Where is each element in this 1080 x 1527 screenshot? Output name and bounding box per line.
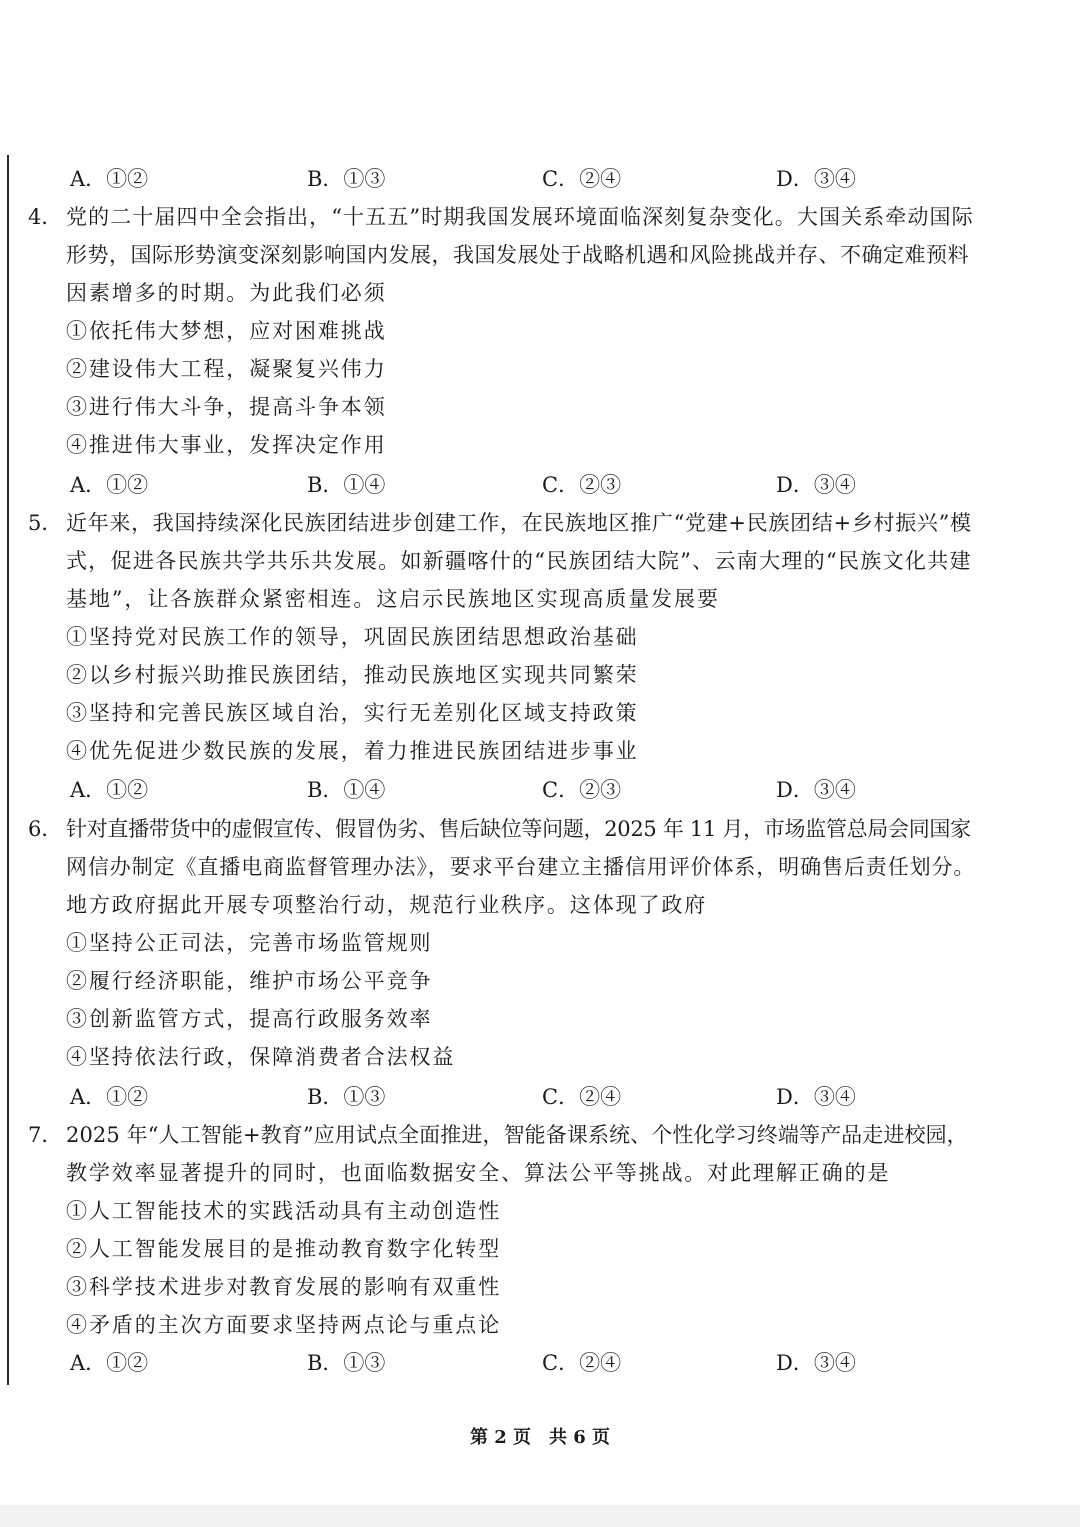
question-stem-line: 教学效率显著提升的同时，也面临数据安全、算法公平等挑战。对此理解正确的是 (66, 1161, 891, 1185)
statement-item: ①坚持党对民族工作的领导，巩固民族团结思想政治基础 (66, 625, 639, 649)
question-stem-line: 基地”，让各族群众紧密相连。这启示民族地区实现高质量发展要 (66, 587, 720, 611)
question-number: 5． (28, 511, 63, 535)
question-stem-line: 党的二十届四中全会指出，“十五五”时期我国发展环境面临深刻复杂变化。大国关系牵动国际 (66, 205, 974, 229)
option-c: C．②③ (542, 473, 622, 497)
binding-margin-line (7, 155, 9, 1385)
scan-edge-shade (0, 1505, 1080, 1527)
question-number: 7． (28, 1123, 63, 1147)
page-number-footer: 第 2 页 共 6 页 (469, 1427, 611, 1448)
statement-item: ④坚持依法行政，保障消费者合法权益 (66, 1045, 456, 1069)
question-number: 6． (28, 817, 63, 841)
q3-option-d: D．③④ (776, 167, 856, 191)
option-d: D．③④ (776, 473, 856, 497)
option-d: D．③④ (776, 1085, 856, 1109)
option-a: A．①② (70, 1351, 149, 1375)
statement-item: ①人工智能技术的实践活动具有主动创造性 (66, 1199, 502, 1223)
option-a: A．①② (70, 1085, 149, 1109)
option-a: A．①② (70, 778, 149, 802)
option-c: C．②③ (542, 778, 622, 802)
question-stem-line: 地方政府据此开展专项整治行动，规范行业秩序。这体现了政府 (66, 893, 708, 917)
option-b: B．①③ (307, 1085, 386, 1109)
question-stem-line: 2025 年“人工智能+教育”应用试点全面推进，智能备课系统、个性化学习终端等产品走进校园， (66, 1123, 968, 1147)
option-a: A．①② (70, 473, 149, 497)
option-d: D．③④ (776, 1351, 856, 1375)
q3-option-a: A．①② (70, 167, 149, 191)
option-c: C．②④ (542, 1085, 622, 1109)
question-number: 4． (28, 205, 63, 229)
statement-item: ③创新监管方式，提高行政服务效率 (66, 1007, 433, 1031)
statement-item: ②建设伟大工程，凝聚复兴伟力 (66, 357, 387, 381)
statement-item: ③科学技术进步对教育发展的影响有双重性 (66, 1275, 502, 1299)
statement-item: ②以乡村振兴助推民族团结，推动民族地区实现共同繁荣 (66, 663, 639, 687)
statement-item: ③进行伟大斗争，提高斗争本领 (66, 395, 387, 419)
statement-item: ④优先促进少数民族的发展，着力推进民族团结进步事业 (66, 739, 639, 763)
statement-item: ②人工智能发展目的是推动教育数字化转型 (66, 1237, 502, 1261)
statement-item: ③坚持和完善民族区域自治，实行无差别化区域支持政策 (66, 701, 639, 725)
option-b: B．①③ (307, 1351, 386, 1375)
q3-option-c: C．②④ (542, 167, 622, 191)
question-stem-line: 形势，国际形势演变深刻影响国内发展，我国发展处于战略机遇和风险挑战并存、不确定难预料 (66, 243, 969, 267)
statement-item: ②履行经济职能，维护市场公平竞争 (66, 969, 433, 993)
statement-item: ④矛盾的主次方面要求坚持两点论与重点论 (66, 1313, 502, 1337)
option-b: B．①④ (307, 473, 386, 497)
statement-item: ①坚持公正司法，完善市场监管规则 (66, 931, 433, 955)
option-b: B．①④ (307, 778, 386, 802)
question-stem-line: 式，促进各民族共学共乐共发展。如新疆喀什的“民族团结大院”、云南大理的“民族文化共建 (66, 549, 972, 573)
question-stem-line: 针对直播带货中的虚假宣传、假冒伪劣、售后缺位等问题，2025 年 11 月，市场监管总局会同国家 (66, 817, 971, 841)
q3-option-b: B．①③ (307, 167, 386, 191)
statement-item: ①依托伟大梦想，应对困难挑战 (66, 319, 387, 343)
statement-item: ④推进伟大事业，发挥决定作用 (66, 433, 387, 457)
question-stem-line: 网信办制定《直播电商监督管理办法》，要求平台建立主播信用评价体系，明确售后责任划分。 (66, 855, 976, 879)
question-stem-line: 因素增多的时期。为此我们必须 (66, 281, 387, 305)
option-c: C．②④ (542, 1351, 622, 1375)
option-d: D．③④ (776, 778, 856, 802)
question-stem-line: 近年来，我国持续深化民族团结进步创建工作，在民族地区推广“党建+民族团结+乡村振兴”模 (66, 511, 972, 535)
